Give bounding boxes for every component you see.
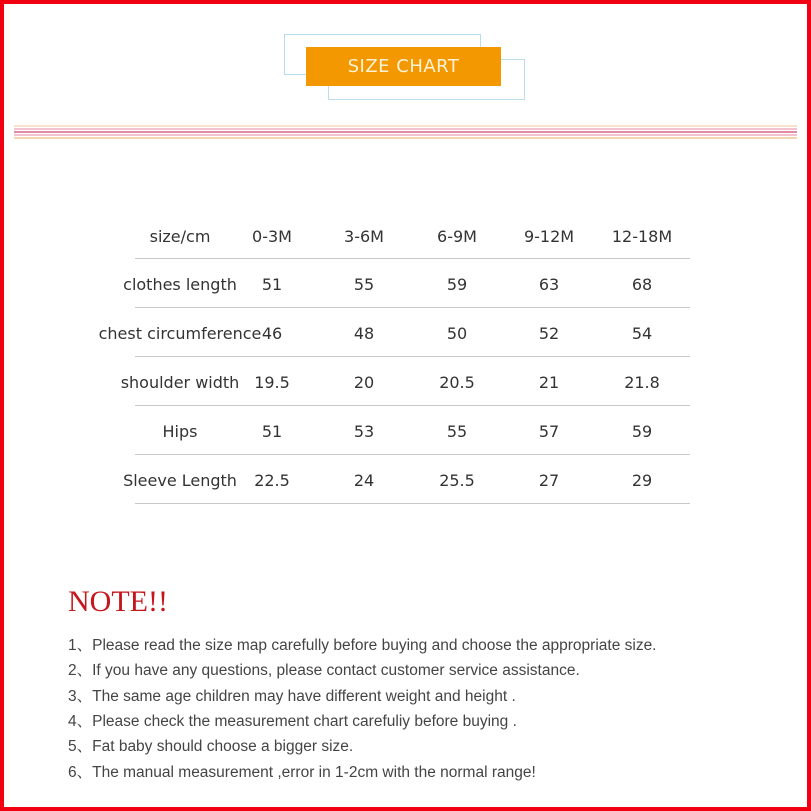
table-row-cell: 19.5 (254, 373, 290, 392)
table-row-cell: 48 (353, 324, 375, 343)
divider-line (14, 134, 797, 136)
table-row-cell: 24 (353, 471, 375, 490)
table-row-cell: 46 (261, 324, 283, 343)
header-cell: 3-6M (344, 227, 384, 246)
table-row-cell: 27 (538, 471, 560, 490)
table-row-label: chest circumference (98, 324, 262, 343)
row-divider (135, 503, 690, 504)
table-row-cell: 57 (538, 422, 560, 441)
row-divider (135, 307, 690, 308)
note-item: 5、Fat baby should choose a bigger size. (68, 738, 354, 756)
header-cell: 12-18M (611, 227, 673, 246)
table-row-cell: 59 (446, 275, 468, 294)
table-row-cell: 63 (538, 275, 560, 294)
divider-line (14, 125, 797, 127)
row-divider (135, 356, 690, 357)
table-row-cell: 53 (353, 422, 375, 441)
row-divider (135, 405, 690, 406)
table-row-cell: 51 (261, 275, 283, 294)
note-item: 1、Please read the size map carefully before buying and choose the appropriate size. (68, 637, 657, 654)
note-item: 3、The same age children may have different weight and height . (68, 687, 516, 705)
row-divider (135, 454, 690, 455)
table-row-cell: 54 (631, 324, 653, 343)
table-row-cell: 22.5 (254, 471, 290, 490)
row-divider (135, 258, 690, 259)
note-item: 4、Please check the measurement chart carefuliy before buying . (68, 712, 517, 730)
divider-line (14, 137, 797, 139)
table-row-cell: 20 (353, 373, 375, 392)
table-row-cell: 52 (538, 324, 560, 343)
table-row-label: Hips (162, 422, 198, 441)
table-row-cell: 21 (538, 373, 560, 392)
note-item: 2、If you have any questions, please contact customer service assistance. (68, 662, 580, 680)
divider-line (14, 128, 797, 130)
note-title: NOTE!! (68, 585, 168, 618)
header-cell: 0-3M (252, 227, 292, 246)
table-row-cell: 55 (446, 422, 468, 441)
table-row-cell: 51 (261, 422, 283, 441)
table-row-label: Sleeve Length (123, 471, 237, 490)
table-row-cell: 29 (631, 471, 653, 490)
table-row-cell: 21.8 (624, 373, 660, 392)
table-row-label: shoulder width (120, 373, 240, 392)
divider-line (14, 131, 797, 133)
table-row-cell: 50 (446, 324, 468, 343)
size-chart-banner: SIZE CHART (306, 47, 501, 86)
table-row-cell: 25.5 (439, 471, 475, 490)
header-cell: 6-9M (437, 227, 477, 246)
table-row-label: clothes length (123, 275, 237, 294)
table-row-cell: 59 (631, 422, 653, 441)
table-row-cell: 55 (353, 275, 375, 294)
header-label: size/cm (149, 227, 211, 246)
table-row-cell: 68 (631, 275, 653, 294)
header-cell: 9-12M (523, 227, 575, 246)
table-row-cell: 20.5 (439, 373, 475, 392)
note-item: 6、The manual measurement ,error in 1-2cm with the normal range! (68, 763, 536, 781)
